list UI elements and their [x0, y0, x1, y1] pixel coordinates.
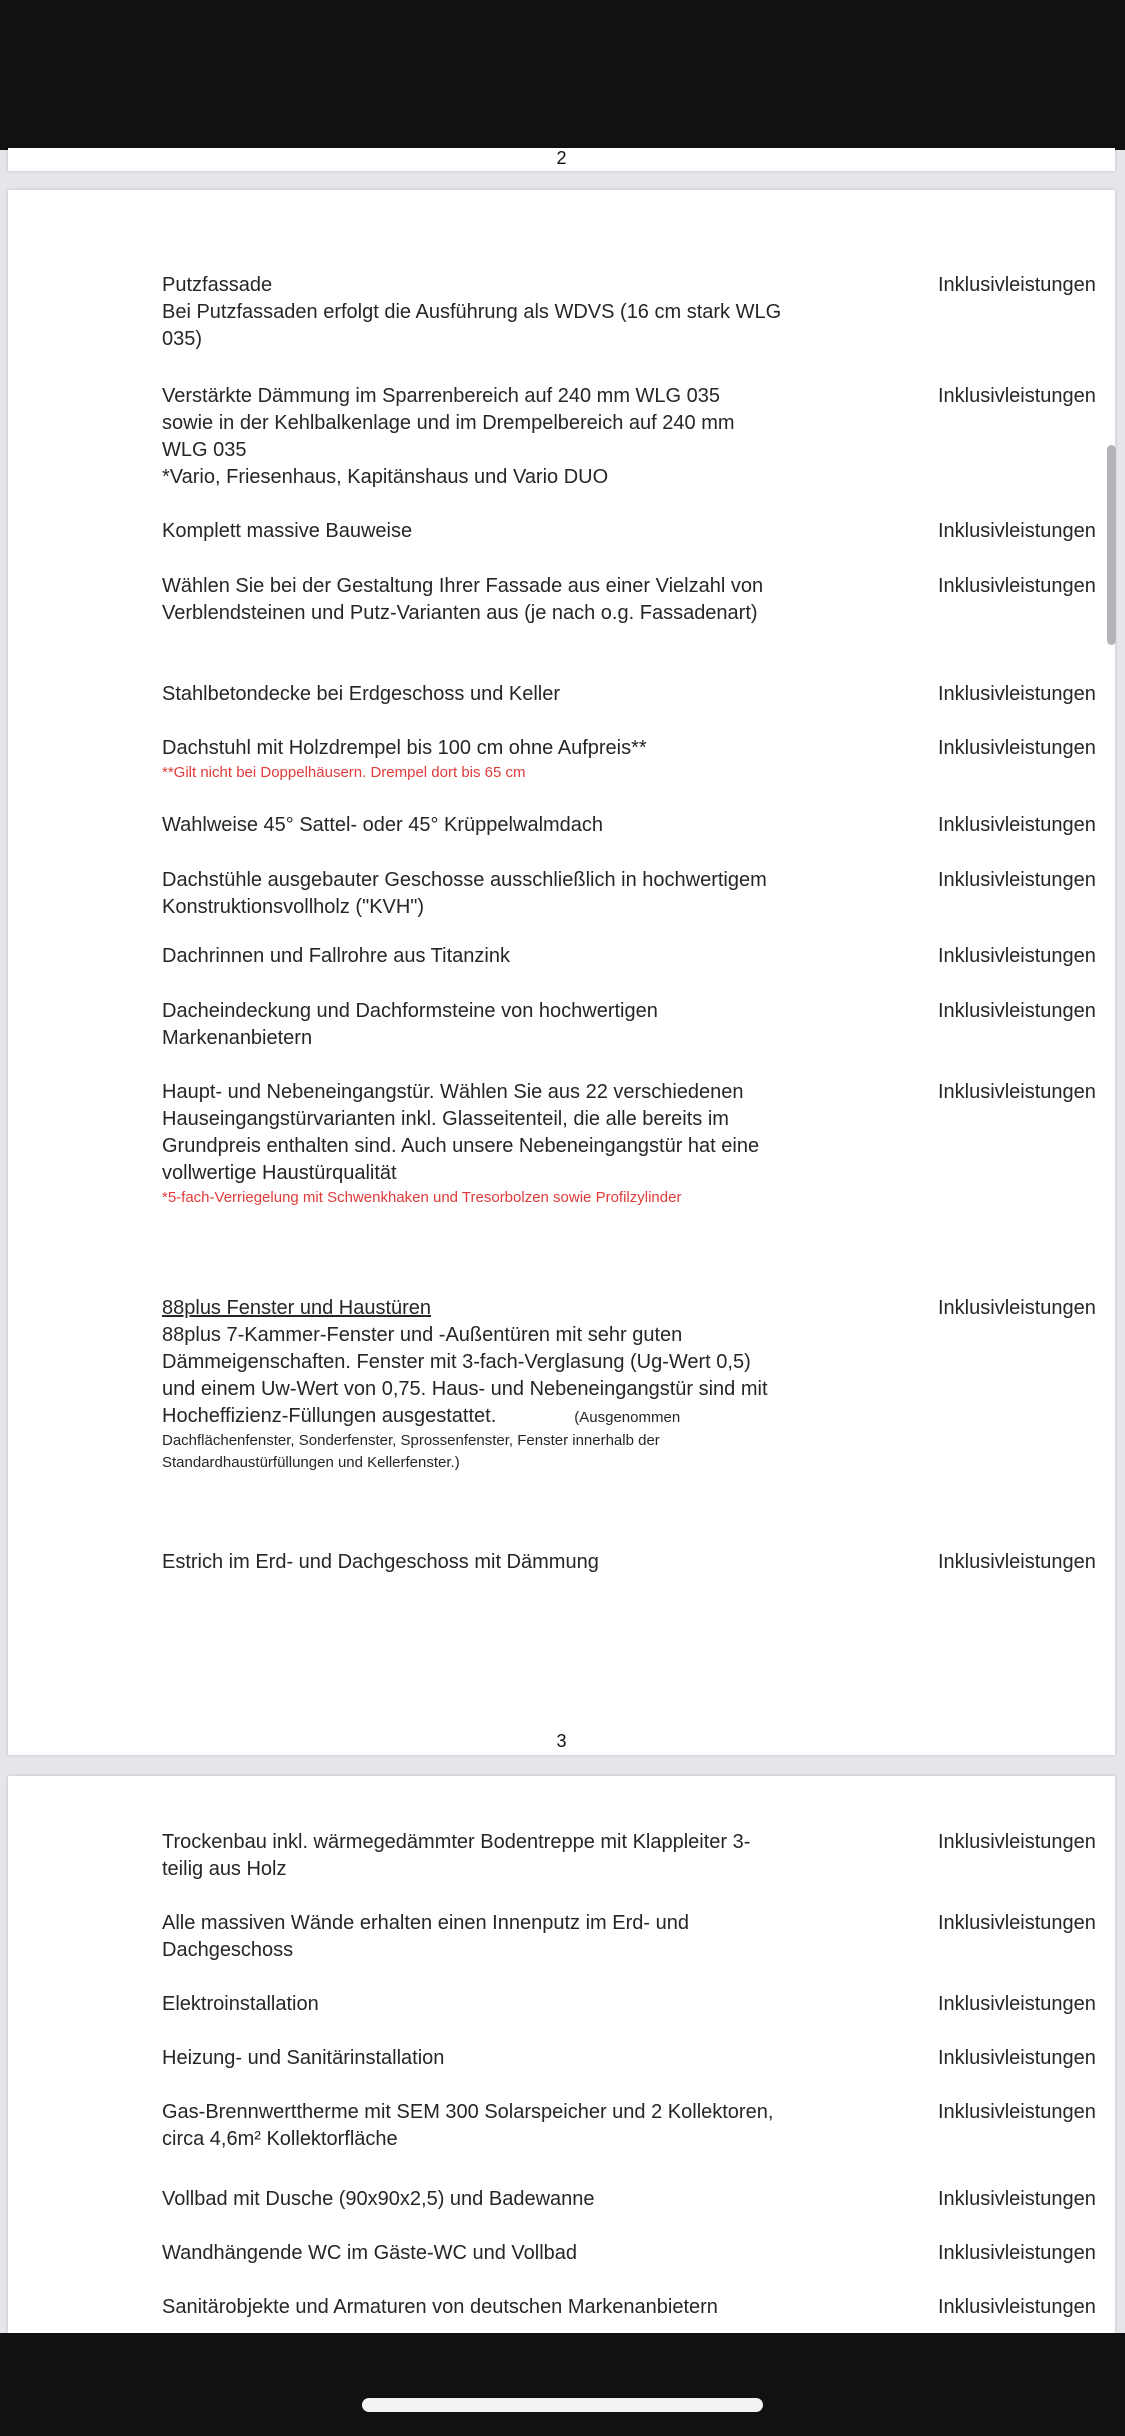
- inclusive-label: Inklusivleistungen: [938, 945, 1096, 967]
- item-description: [162, 1910, 772, 1964]
- item-text-line: Bei Putzfassaden erfolgt die Ausführung als WDVS (16 cm stark WLG: [162, 301, 782, 323]
- item-description: [162, 383, 772, 491]
- item-text-line: und einem Uw-Wert von 0,75. Haus- und Nebeneingangstür sind mit: [162, 1378, 768, 1400]
- inclusive-label: Inklusivleistungen: [938, 274, 1096, 296]
- item-text-line: Dachgeschoss: [162, 1939, 294, 1961]
- document-page-3: [8, 190, 1115, 1755]
- item-description: [162, 1295, 772, 1474]
- item-text-line: Alle massiven Wände erhalten einen Innenputz im Erd- und: [162, 1912, 689, 1934]
- item-description: [162, 943, 772, 970]
- item-note: **Gilt nicht bei Doppelhäusern. Drempel dort bis 65 cm: [162, 764, 526, 781]
- item-text-line: 035): [162, 328, 203, 350]
- inclusive-label: Inklusivleistungen: [938, 814, 1096, 836]
- item-text-line: Dämmeigenschaften. Fenster mit 3-fach-Verglasung (Ug-Wert 0,5): [162, 1351, 751, 1373]
- item-description: [162, 867, 772, 921]
- item-text-line: Gas-Brennwerttherme mit SEM 300 Solarspeicher und 2 Kollektoren,: [162, 2101, 774, 2123]
- item-text-line: Putzfassade: [162, 274, 273, 296]
- bottom-bar: [0, 2333, 1125, 2436]
- item-footnote-line: Dachflächenfenster, Sonderfenster, Sprossenfenster, Fenster innerhalb der: [162, 1432, 660, 1449]
- inclusive-label: Inklusivleistungen: [938, 869, 1096, 891]
- item-description: [162, 998, 772, 1052]
- item-description: [162, 681, 772, 708]
- inclusive-label: Inklusivleistungen: [938, 2047, 1096, 2069]
- item-text-line: 88plus 7-Kammer-Fenster und -Außentüren mit sehr guten: [162, 1324, 683, 1346]
- item-description: [162, 2099, 772, 2153]
- item-description: [162, 2240, 772, 2267]
- item-text-line: Sanitärobjekte und Armaturen von deutschen Markenanbietern: [162, 2296, 718, 2318]
- status-bar-area: [0, 0, 1125, 150]
- item-description: [162, 1079, 772, 1209]
- item-text-line: Dachstuhl mit Holzdrempel bis 100 cm ohne Aufpreis**: [162, 737, 647, 759]
- item-description: [162, 518, 772, 545]
- item-text-line: Konstruktionsvollholz ("KVH"): [162, 896, 425, 918]
- inclusive-label: Inklusivleistungen: [938, 1000, 1096, 1022]
- item-description: [162, 2294, 772, 2321]
- item-text-line: Verblendsteinen und Putz-Varianten aus (je nach o.g. Fassadenart): [162, 602, 758, 624]
- document-page-4: [8, 1776, 1115, 2333]
- inclusive-label: Inklusivleistungen: [938, 1993, 1096, 2015]
- item-text-line: teilig aus Holz: [162, 1858, 287, 1880]
- item-text-line: Grundpreis enthalten sind. Auch unsere Nebeneingangstür hat eine: [162, 1135, 760, 1157]
- item-text-line: Markenanbietern: [162, 1027, 313, 1049]
- item-text-line: Wählen Sie bei der Gestaltung Ihrer Fassade aus einer Vielzahl von: [162, 575, 764, 597]
- item-description: [162, 2186, 772, 2213]
- inclusive-label: Inklusivleistungen: [938, 385, 1096, 407]
- item-text-line: [162, 1403, 772, 1430]
- item-description: [162, 2045, 772, 2072]
- item-note: *5-fach-Verriegelung mit Schwenkhaken und Tresorbolzen sowie Profilzylinder: [162, 1189, 682, 1206]
- item-text: Hocheffizienz-Füllungen ausgestattet.: [162, 1405, 497, 1427]
- item-text-line: Wahlweise 45° Sattel- oder 45° Krüppelwalmdach: [162, 814, 604, 836]
- item-text-line: Dachrinnen und Fallrohre aus Titanzink: [162, 945, 510, 967]
- item-text-line: Wandhängende WC im Gäste-WC und Vollbad: [162, 2242, 578, 2264]
- item-description: [162, 735, 772, 784]
- item-text-line: Haupt- und Nebeneingangstür. Wählen Sie aus 22 verschiedenen: [162, 1081, 744, 1103]
- inclusive-label: Inklusivleistungen: [938, 1081, 1096, 1103]
- inclusive-label: Inklusivleistungen: [938, 737, 1096, 759]
- item-footnote-line: Standardhaustürfüllungen und Kellerfenster.): [162, 1454, 460, 1471]
- item-description: [162, 1991, 772, 2018]
- inclusive-label: Inklusivleistungen: [938, 2101, 1096, 2123]
- item-description: [162, 812, 772, 839]
- item-description: [162, 272, 782, 353]
- item-text-line: Dacheindeckung und Dachformsteine von hochwertigen: [162, 1000, 658, 1022]
- item-text-line: Heizung- und Sanitärinstallation: [162, 2047, 445, 2069]
- item-text-line: Vollbad mit Dusche (90x90x2,5) und Badewanne: [162, 2188, 595, 2210]
- inclusive-label: Inklusivleistungen: [938, 2188, 1096, 2210]
- item-description: [162, 1549, 772, 1576]
- inclusive-label: Inklusivleistungen: [938, 2296, 1096, 2318]
- inclusive-label: Inklusivleistungen: [938, 575, 1096, 597]
- item-description: [162, 573, 772, 627]
- item-description: [162, 1829, 772, 1883]
- item-text-line: Trockenbau inkl. wärmegedämmter Bodentreppe mit Klappleiter 3-: [162, 1831, 751, 1853]
- item-text-line: Komplett massive Bauweise: [162, 520, 413, 542]
- inclusive-label: Inklusivleistungen: [938, 2242, 1096, 2264]
- document-page-2-footer: [8, 148, 1115, 171]
- page-number: 2: [556, 148, 567, 168]
- item-text-line: WLG 035: [162, 439, 247, 461]
- inclusive-label: Inklusivleistungen: [938, 683, 1096, 705]
- item-heading: 88plus Fenster und Haustüren: [162, 1297, 432, 1319]
- inclusive-label: Inklusivleistungen: [938, 1551, 1096, 1573]
- item-footnote-inline: (Ausgenommen: [574, 1409, 681, 1426]
- home-indicator[interactable]: [362, 2398, 763, 2412]
- item-text-line: circa 4,6m² Kollektorfläche: [162, 2128, 398, 2150]
- inclusive-label: Inklusivleistungen: [938, 520, 1096, 542]
- item-text-line: Dachstühle ausgebauter Geschosse ausschließlich in hochwertigem: [162, 869, 767, 891]
- item-text-line: Stahlbetondecke bei Erdgeschoss und Keller: [162, 683, 561, 705]
- inclusive-label: Inklusivleistungen: [938, 1297, 1096, 1319]
- item-text-line: vollwertige Haustürqualität: [162, 1162, 397, 1184]
- item-text-line: Elektroinstallation: [162, 1993, 319, 2015]
- scrollbar-thumb[interactable]: [1107, 445, 1116, 645]
- inclusive-label: Inklusivleistungen: [938, 1912, 1096, 1934]
- item-text-line: *Vario, Friesenhaus, Kapitänshaus und Vario DUO: [162, 466, 609, 488]
- item-text-line: Hauseingangstürvarianten inkl. Glasseitenteil, die alle bereits im: [162, 1108, 729, 1130]
- inclusive-label: Inklusivleistungen: [938, 1831, 1096, 1853]
- item-text-line: sowie in der Kehlbalkenlage und im Drempelbereich auf 240 mm: [162, 412, 735, 434]
- item-text-line: Verstärkte Dämmung im Sparrenbereich auf 240 mm WLG 035: [162, 385, 721, 407]
- item-text-line: Estrich im Erd- und Dachgeschoss mit Dämmung: [162, 1551, 599, 1573]
- page-number: 3: [556, 1731, 567, 1751]
